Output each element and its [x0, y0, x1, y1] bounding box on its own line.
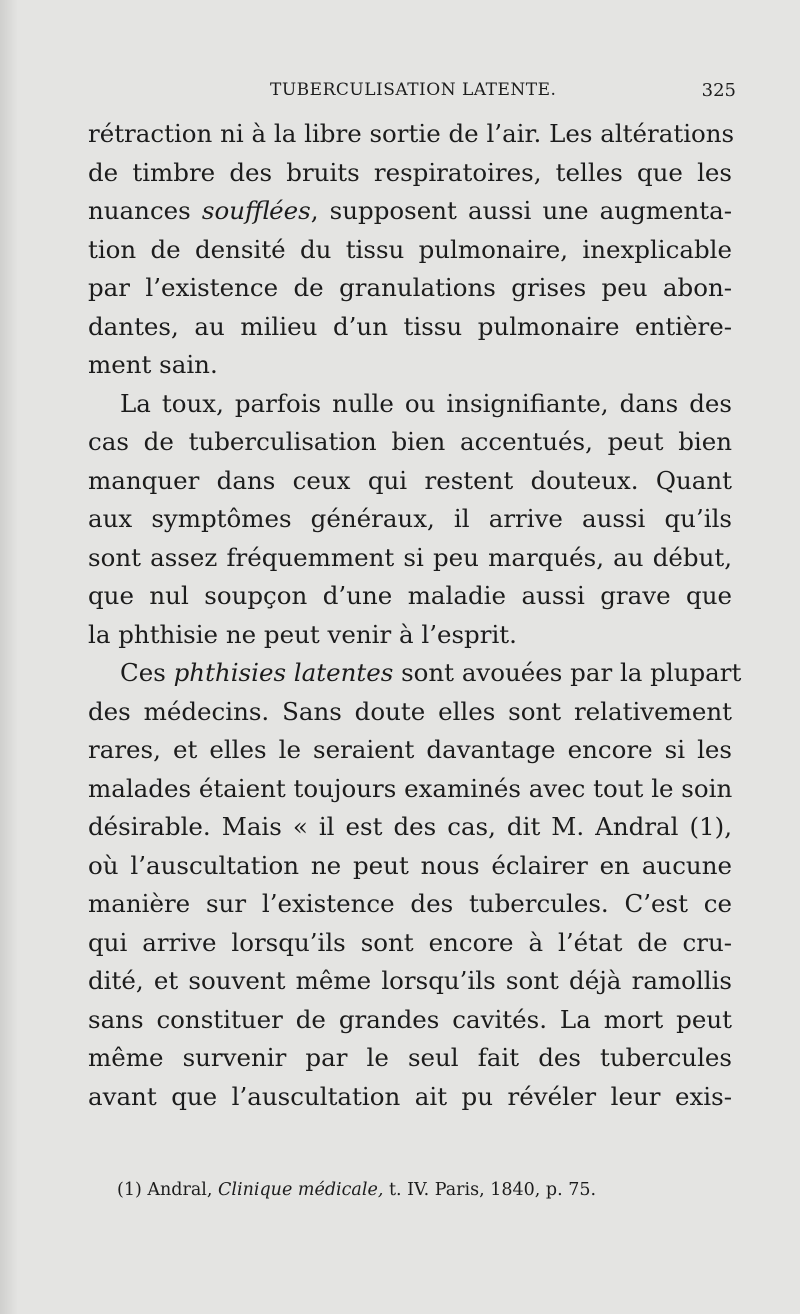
text-line: La toux, parfois nulle ou insignifiante, dans des — [120, 388, 732, 418]
page-header — [88, 80, 736, 112]
text-line: où l’auscultation ne peut nous éclairer en aucune — [88, 850, 732, 880]
text-line: aux symptômes généraux, il arrive aussi qu’ils — [88, 504, 732, 533]
text-line: ment sain. — [88, 350, 218, 379]
text-line: désirable. Mais « il est des cas, dit M. Andral (1), — [88, 812, 732, 841]
footnote-marker: (1) — [117, 1180, 142, 1200]
text-line — [88, 192, 732, 231]
text-line: sont assez fréquemment si peu marqués, au début, — [88, 542, 732, 572]
text-line: tion de densité du tissu pulmonaire, inexplicable — [88, 234, 732, 264]
footnote-author: Andral, — [147, 1180, 213, 1200]
footnote — [117, 1180, 596, 1200]
text-line: cas de tuberculisation bien accentués, peut bien — [88, 427, 732, 456]
text-line: la phthisie ne peut venir à l’esprit. — [88, 619, 517, 649]
body-text — [88, 115, 742, 1116]
text-line: dantes, au milieu d’un tissu pulmonaire entière- — [88, 311, 732, 341]
text-line: même survenir par le seul fait des tubercules — [88, 1043, 732, 1072]
text-line: des médecins. Sans doute elles sont relativement — [88, 696, 732, 726]
text-run: nuances — [88, 196, 202, 225]
page-number: 325 — [701, 80, 736, 101]
italic-term: soufflées — [201, 196, 311, 225]
text-line: avant que l’auscultation ait pu révéler leur exis- — [88, 1081, 732, 1111]
text-run: Ces — [120, 658, 174, 687]
text-line: rétraction ni à la libre sortie de l’air. Les altérations — [88, 119, 735, 148]
text-line: rares, et elles le seraient davantage encore si les — [88, 735, 732, 764]
text-line: qui arrive lorsqu’ils sont encore à l’état de cru- — [88, 927, 732, 957]
text-line: manquer dans ceux qui restent douteux. Quant — [88, 465, 732, 495]
page-gutter-shadow — [0, 0, 18, 1314]
text-line: manière sur l’existence des tubercules. C’est ce — [88, 889, 732, 918]
text-line: que nul soupçon d’une maladie aussi grave que — [88, 581, 732, 610]
text-line: de timbre des bruits respiratoires, telles que les — [88, 157, 732, 187]
text-line — [88, 654, 742, 693]
running-title: TUBERCULISATION LATENTE. — [270, 80, 557, 100]
text-line: par l’existence de granulations grises peu abon- — [88, 273, 732, 302]
text-line: sans constituer de grandes cavités. La mort peut — [88, 1004, 732, 1034]
italic-term: phthisies latentes — [173, 658, 394, 687]
text-run: , supposent aussi une augmenta- — [310, 196, 732, 225]
text-run: sont avouées par la plupart — [393, 658, 742, 687]
footnote-title: Clinique médicale, — [218, 1180, 384, 1200]
text-line: malades étaient toujours examinés avec tout le soin — [88, 773, 733, 803]
text-line: dité, et souvent même lorsqu’ils sont déjà ramollis — [88, 966, 732, 995]
footnote-citation: t. IV. Paris, 1840, p. 75. — [388, 1180, 597, 1200]
